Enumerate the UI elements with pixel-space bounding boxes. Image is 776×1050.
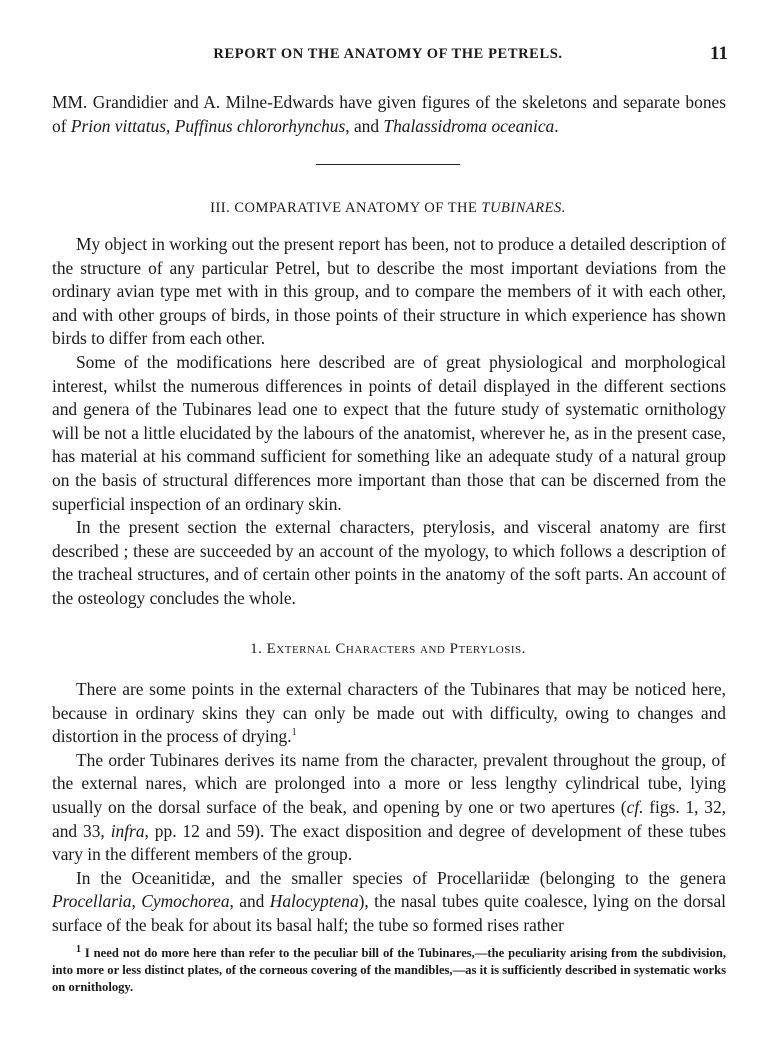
paragraph-oceanitidae: [52, 867, 726, 938]
intro-text: [52, 91, 726, 138]
paragraph-external: [52, 678, 726, 749]
species-thalassidroma: Thalassidroma oceanica: [383, 115, 555, 136]
paragraph-order: [52, 749, 726, 867]
subsection-body: [52, 678, 726, 938]
intro-sep: , and: [345, 115, 384, 136]
intro-start: MM. Grandidier and A. Milne-Edwards have given figures of the skeletons and separate bones of: [52, 92, 726, 136]
intro-end: .: [554, 115, 559, 136]
running-head: REPORT ON THE ANATOMY OF THE PETRELS.: [213, 46, 563, 62]
intro-paragraph: [52, 91, 726, 138]
footnote-mark: 1: [76, 943, 81, 955]
paragraph-modifications: Some of the modifications here described are of great physiological and morphological interest, whilst the numerous differences in points of detail displayed in the different sections and genera of the Tubinares lead one to expect that the future study of systematic ornithology will be not a little elucidated by the labours of the anatomist, wherever he, as in the present case, has material at his command sufficient for something like an adequate study of a natural group on the basis of structural differences more important than those that can be discerned from the superficial inspection of an ordinary skin.: [52, 351, 726, 514]
footnote-text: [52, 945, 726, 996]
paragraph-order-a: The order Tubinares derives its name from the character, prevalent throughout the group, of the external nares, which are prolonged into a more or less lengthy cylindrical tube, lying usually on the dorsal surface of the beak, and opening by one or two apertures (: [52, 749, 726, 817]
intro-sep: ,: [166, 115, 175, 136]
section-divider: [316, 164, 460, 165]
infra-word: infra: [110, 820, 145, 841]
genus-procellaria: Procellaria: [52, 891, 132, 912]
genus-sep: , and: [229, 891, 270, 912]
page-header: [48, 43, 728, 74]
section-heading-prefix: III. COMPARATIVE ANATOMY OF THE: [210, 200, 482, 216]
genus-sep: ,: [131, 891, 142, 912]
section-body: [52, 233, 726, 611]
section-heading-italic: TUBINARES.: [481, 200, 566, 216]
paragraph-external-text: There are some points in the external characters of the Tubinares that may be noticed here, because in ordinary skins they can only be made out with difficulty, owing to changes and distortion in the process of drying.: [52, 679, 726, 747]
footnote-body: I need not do more here than refer to the peculiar bill of the Tubinares,—the peculiarity arising from the subdivision, into more or less distinct plates, of the corneous covering of the mandibles,—as it is sufficiently described in systematic works on ornithology.: [52, 946, 726, 994]
species-puffinus: Puffinus chlororhynchus: [174, 115, 346, 136]
paragraph-order-c: , pp. 12 and 59). The exact disposition and degree of development of these tubes vary in the different members of the group.: [52, 820, 726, 865]
genus-halocyptena: Halocyptena: [269, 891, 359, 912]
paragraph-object: My object in working out the present report has been, not to produce a detailed description of the structure of any particular Petrel, but to describe the most important deviations from the ordinary avian type met with in this group, and to compare the members of it with each other, and with other groups of birds, in those points of their structure in which experience has shown birds to differ from each other.: [52, 234, 726, 349]
cf-abbrev: cf.: [626, 796, 644, 817]
subsection-number: 1.: [250, 641, 267, 657]
genus-cymochorea: Cymochorea: [141, 891, 230, 912]
page-number: 11: [710, 43, 728, 64]
footnote-ref: 1: [291, 727, 297, 739]
footnote: [52, 945, 726, 996]
paragraph-present-section: In the present section the external characters, pterylosis, and visceral anatomy are first described ; these are succeeded by an account of the myology, to which follows a description of the tracheal structures, and of certain other points in the anatomy of the soft parts. An account of the osteology concludes the whole.: [52, 517, 726, 608]
subsection-heading: [48, 641, 728, 658]
paragraph-oceanitidae-a: In the Oceanitidæ, and the smaller species of Procellariidæ (belonging to the genera: [76, 867, 726, 888]
section-heading: [48, 200, 728, 217]
paragraph-oceanitidae-b: ), the nasal tubes quite coalesce, lying on the dorsal surface of the beak for about its basal half; the tube so formed rises rather: [52, 891, 726, 935]
paragraph-order-b: figs. 1, 32, and 33,: [52, 796, 726, 841]
subsection-title: External Characters and Pterylosis.: [266, 641, 526, 657]
species-prion: Prion vittatus: [70, 115, 167, 136]
